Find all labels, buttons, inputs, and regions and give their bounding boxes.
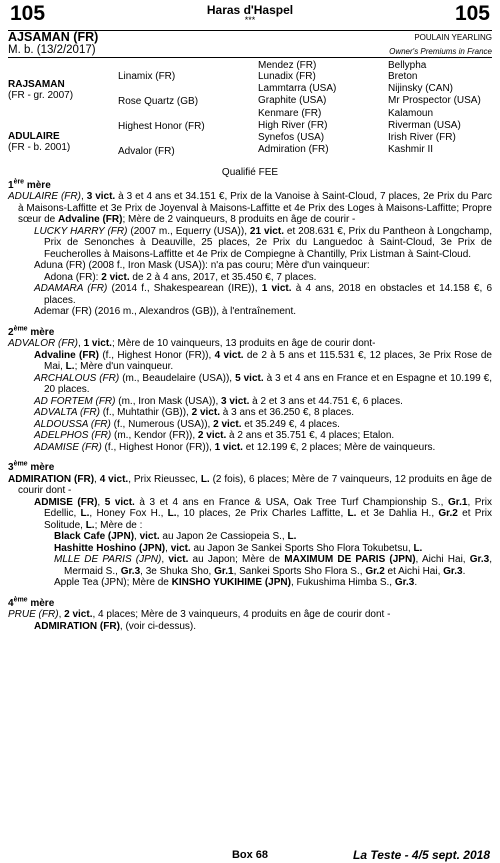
dam-info: (FR - b. 2001) (8, 142, 71, 153)
horse-row (8, 31, 492, 44)
produce-entry: Black Cafe (JPN), vict. au Japon 2e Cassiopeia S., L. (54, 531, 297, 542)
produce-entry: ARCHALOUS (FR) (m., Beaudelaire (USA)), 5 vict. à 3 et 4 ans en France et en Espagne et 10.199 €, 20 places. (34, 372, 492, 395)
section-heading-1: 1ère mère (8, 178, 51, 191)
produce-entry: MLLE DE PARIS (JPN), vict. au Japon; Mère de MAXIMUM DE PARIS (JPN), Aichi Hai, Gr.3, Mermaid S., Gr.3, 3e Shuka Sho, Gr.1, Sankei Sports Sho Flora S., Gr.2 et Aichi Hai, Gr.3. (54, 554, 493, 577)
gen4-6: Riverman (USA) (388, 120, 461, 131)
gen3-8: Admiration (FR) (258, 144, 329, 155)
sale-stars: *** (244, 15, 256, 25)
produce-entry: AD FORTEM (FR) (m., Iron Mask (USA)), 3 vict. à 2 et 3 ans et 44.751 €, 6 places. (34, 395, 403, 407)
dam-paragraph: PRUE (FR), 2 vict., 4 places; Mère de 3 vainqueurs, 4 produits en âge de courir dont - (8, 609, 391, 620)
gen4-1: Bellypha (388, 60, 427, 71)
produce-entry: ADELPHOS (FR) (m., Kendor (FR)), 2 vict. à 2 ans et 35.751 €, 4 places; Etalon. (34, 430, 395, 441)
produce-entry: Aduna (FR) (2008 f., Iron Mask (USA)): n'a pas couru; Mère d'un vainqueur: (34, 260, 370, 271)
gen3-6: High River (FR) (258, 120, 328, 131)
dam-name: ADULAIRE (8, 131, 60, 142)
section-heading-3: 3ème mère (8, 460, 55, 473)
premiums-note: Owner's Premiums in France (389, 47, 492, 56)
produce-entry: ALDOUSSA (FR) (f., Numerous (USA)), 2 vict. et 35.249 €, 4 places. (34, 418, 340, 430)
box-number: Box 68 (231, 849, 269, 861)
gen3-1: Mendez (FR) (258, 60, 317, 71)
page-top (8, 4, 492, 30)
gen2-sire-sire: Linamix (FR) (118, 71, 176, 82)
horse-info: M. b. (13/2/2017) (8, 44, 96, 56)
produce-entry: ADAMARA (FR) (2014 f., Shakespearean (IRE)), 1 vict. à 4 ans, 2018 en obstacles et 14.158 €, 6 places. (34, 283, 493, 306)
gen3-7: Synefos (USA) (258, 132, 325, 143)
sale-name: Haras d'Haspel (206, 3, 294, 17)
page-footer (0, 848, 500, 862)
produce-entry: ADAMISE (FR) (f., Highest Honor (FR)), 1 vict. et 12.199 €, 2 places; Mère de vainqueurs. (34, 441, 436, 453)
pedigree-rule (8, 57, 492, 58)
dam-paragraph: ADVALOR (FR), 1 vict.; Mère de 10 vainqueurs, 13 produits en âge de courir dont- (8, 338, 376, 349)
produce-entry: Ademar (FR) (2016 m., Alexandros (GB)), à l'entraînement. (34, 306, 297, 317)
gen4-4: Mr Prospector (USA) (388, 95, 481, 106)
gen2-dam-sire: Highest Honor (FR) (118, 121, 205, 132)
gen4-8: Kashmir II (388, 144, 434, 155)
gen2-dam-dam: Advalor (FR) (118, 146, 175, 157)
gen4-5: Kalamoun (388, 108, 434, 119)
lot-number-left: 105 (10, 2, 46, 25)
pedigree-table (8, 59, 492, 163)
produce-entry: Advaline (FR) (f., Highest Honor (FR)), 4 vict. de 2 à 5 ans et 115.531 €, 12 places, 3e Prix Rose de Mai, L.; Mère d'un vainqueur. (34, 349, 492, 372)
gen2-sire-dam: Rose Quartz (GB) (118, 96, 199, 107)
produce-entry: LUCKY HARRY (FR) (2007 m., Equerry (USA)), 21 vict. et 208.631 €, Prix du Pantheon à Longchamp, Prix de Senonches à Deauville, 25 places, 2e Prix du Languedoc à Saint-Cloud, 3e Prix de Feucherolles à Maisons-Laffitte et 4e Prix de Compiegne à Chantilly, Prix Listman à Saint-Cloud. (34, 225, 492, 260)
gen3-5: Kenmare (FR) (258, 108, 322, 119)
section-heading-4: 4ème mère (8, 596, 55, 609)
section-heading-2: 2ème mère (8, 325, 55, 338)
dam-paragraph: ADULAIRE (FR), 3 vict. à 3 et 4 ans et 34.151 €, Prix de la Vanoise à Saint-Cloud, 7 places, 2e Prix du Parc à Maisons-Laffitte et 3e Prix de Joyenval à Maisons-Laffitte et 4e Prix des Loges à Maisons-Laffitte; Propre sœur de Advaline (FR); Mère de 2 vainqueurs, 8 produits en âge de courir - (8, 191, 492, 225)
produce-entry: Hashitte Hoshino (JPN), vict. au Japon 3e Sankei Sports Sho Flora Tokubetsu, L. (54, 542, 423, 554)
dam-paragraph: ADMIRATION (FR), 4 vict., Prix Rieussec, L. (2 fois), 6 places; Mère de 7 vainqueurs, 12 produits en âge de courir dont - (8, 473, 492, 496)
produce-entry: ADMISE (FR), 5 vict. à 3 et 4 ans en France & USA, Oak Tree Turf Championship S., Gr.1, Prix Edellic, L., Honey Fox H., L., 10 places, 2e Prix Charles Laffitte, L. et 3e Dahlia H., Gr.2 et Prix Solitude, L.; Mère de : (34, 496, 492, 531)
gen4-2: Breton (388, 71, 418, 82)
produce-entry: Adona (FR): 2 vict. de 2 à 4 ans, 2017, et 35.450 €, 7 places. (44, 271, 317, 283)
qualification: Qualifié FEE (221, 167, 279, 178)
horse-name: AJSAMAN (FR) (8, 30, 99, 44)
lot-number-right: 105 (454, 2, 490, 25)
sire-name: RAJSAMAN (8, 79, 65, 90)
gen4-3: Nijinsky (CAN) (388, 83, 453, 94)
horse-category: POULAIN YEARLING (414, 33, 492, 42)
produce-entry: ADMIRATION (FR), (voir ci-dessus). (34, 620, 197, 632)
produce-entry: Apple Tea (JPN); Mère de KINSHO YUKIHIME (JPN), Fukushima Himba S., Gr.3. (54, 577, 418, 588)
horse-info-row (8, 44, 492, 57)
sire-info: (FR - gr. 2007) (8, 90, 74, 101)
sale-date: La Teste - 4/5 sept. 2018 (353, 848, 490, 862)
gen4-7: Irish River (FR) (388, 132, 456, 143)
gen3-4: Graphite (USA) (258, 95, 327, 106)
gen3-3: Lammtarra (USA) (258, 83, 337, 94)
gen3-2: Lunadix (FR) (258, 71, 316, 82)
produce-entry: ADVALTA (FR) (f., Muhtathir (GB)), 2 vict. à 3 ans et 36.250 €, 8 places. (34, 407, 354, 418)
